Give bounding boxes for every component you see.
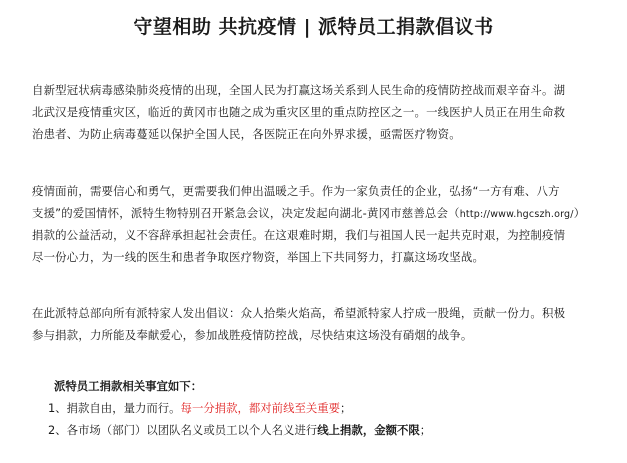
paragraph-proposal [32, 302, 598, 346]
item-emphasis: 线上捐款 [317, 423, 363, 437]
paragraph-line-with-url [32, 202, 598, 224]
paragraph-line: 尽一份心力，为一线的医生和患者争取医疗物资，举国上下共同努力，打赢这场攻坚战。 [32, 250, 485, 264]
paragraph-line: 治患者、为防止病毒蔓延以保护全国人民，各医院正在向外界求援，亟需医疗物资。 [32, 127, 461, 141]
paragraph-appeal [32, 180, 598, 268]
paragraph-line: 捐款的公益活动，义不容辞承担起社会责任。在这艰难时期，我们与祖国人民一起共克时艰，为控制疫情 [32, 228, 566, 242]
paragraph-line: 北武汉是疫情重灾区，临近的黄冈市也随之成为重灾区里的重点防控区之一。一线医护人员正在用生命救 [32, 105, 566, 119]
donation-items-list [48, 375, 608, 441]
item-emphasis: 金额不限 [374, 423, 420, 437]
donation-item-2 [48, 419, 608, 441]
item-text: 1、捐款自由，量力而行。 [48, 401, 181, 415]
donation-items-heading: 派特员工捐款相关事宜如下： [54, 379, 203, 393]
paragraph-intro [32, 79, 598, 145]
paragraph-line: 自新型冠状病毒感染肺炎疫情的出现，全国人民为打赢这场关系到人民生命的疫情防控战而艰辛奋斗。湖 [32, 83, 566, 97]
charity-url: http://www.hgcszh.org/ [459, 209, 574, 220]
paragraph-line: 疫情面前，需要信心和勇气，更需要我们伸出温暖之手。作为一家负责任的企业，弘扬“一方有难、八方 [32, 184, 560, 198]
item-highlight: 每一分捐款，都对前线至关重要 [180, 401, 341, 415]
paragraph-line: 参与捐款，力所能及奉献爱心，参加战胜疫情防控战，尽快结束这场没有硝烟的战争。 [32, 328, 473, 342]
paragraph-text: ） [573, 206, 586, 220]
item-separator: ， [362, 423, 375, 437]
paragraph-text: 支援”的爱国情怀，派特生物特别召开紧急会议，决定发起向湖北-黄冈市慈善总会（ [32, 206, 460, 220]
item-text: 2、各市场（部门）以团队名义或员工以个人名义进行 [48, 423, 318, 437]
document-title: 守望相助 共抗疫情 | 派特员工捐款倡议书 [133, 16, 494, 38]
item-text: ； [419, 423, 432, 437]
item-text: ； [340, 401, 352, 415]
paragraph-line: 在此派特总部向所有派特家人发出倡议：众人拾柴火焰高，希望派特家人拧成一股绳，贡献一份力。积极 [32, 306, 566, 320]
donation-item-1 [48, 397, 608, 419]
